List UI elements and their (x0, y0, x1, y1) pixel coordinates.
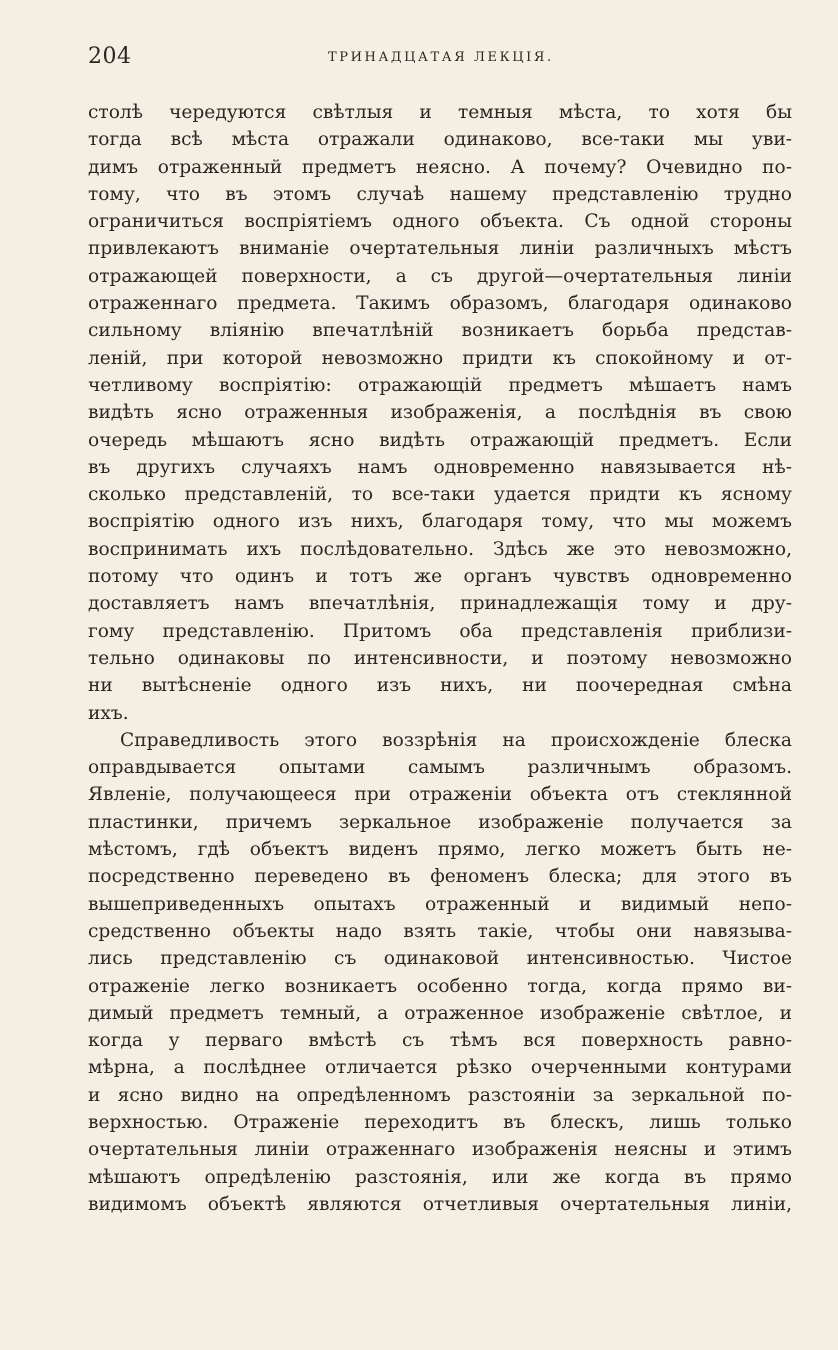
text-line: ограничиться воспріятіемъ одного объекта. Съ одной стороны (88, 211, 792, 233)
text-line: очередь мѣшаютъ ясно видѣть отражающій предметъ. Если (88, 429, 792, 451)
text-line: столѣ чередуются свѣтлыя и темныя мѣста, то хотя бы (88, 102, 792, 123)
text-line: отражающей поверхности, а съ другой—очертательныя линіи (88, 265, 792, 287)
text-line: тому, что въ этомъ случаѣ нашему представленію трудно (88, 183, 792, 205)
text-line: видимомъ объектѣ являются отчетливыя очертательныя линіи, (88, 1193, 792, 1215)
text-line: отраженнаго предмета. Такимъ образомъ, благодаря одинаково (88, 293, 792, 315)
text-line: посредственно переведено въ феноменъ блеска; для этого въ (88, 866, 792, 888)
text-line: димъ отраженный предметъ неясно. А почему? Очевидно по- (88, 156, 792, 178)
text-line: тогда всѣ мѣста отражали одинаково, все-таки мы уви- (88, 129, 792, 151)
text-line: видѣть ясно отраженныя изображенія, а послѣднія въ свою (88, 402, 792, 424)
text-line: когда у перваго вмѣстѣ съ тѣмъ вся поверхность равно- (88, 1030, 792, 1052)
paragraph-first-line: Справедливость этого воззрѣнія на происхожденіе блеска (120, 729, 792, 751)
page-number: 204 (88, 44, 132, 69)
text-line: гому представленію. Притомъ оба представленія приблизи- (88, 620, 792, 642)
text-line: ни вытѣсненіе одного изъ нихъ, ни поочередная смѣна (88, 675, 792, 697)
text-line: сколько представленій, то все-таки удается придти къ ясному (88, 484, 792, 506)
text-line: мѣстомъ, гдѣ объектъ виденъ прямо, легко можетъ быть не- (88, 839, 792, 861)
text-line: верхностью. Отраженіе переходитъ въ блескъ, лишь только (88, 1111, 792, 1133)
text-line: Явленіе, получающееся при отраженіи объекта отъ стеклянной (88, 784, 792, 806)
text-line: вышеприведенныхъ опытахъ отраженный и видимый непо- (88, 893, 792, 915)
text-line: воспринимать ихъ послѣдовательно. Здѣсь же это невозможно, (88, 538, 792, 560)
running-head (88, 44, 792, 76)
text-line: тельно одинаковы по интенсивности, и поэтому невозможно (88, 647, 792, 669)
text-line: очертательныя линіи отраженнаго изображенія неясны и этимъ (88, 1139, 792, 1161)
text-line: привлекаютъ вниманіе очертательныя линіи различныхъ мѣстъ (88, 238, 792, 260)
text-line: оправдывается опытами самымъ различнымъ образомъ. (88, 757, 792, 779)
text-line: леній, при которой невозможно придти къ спокойному и от- (88, 347, 792, 369)
body-text (88, 99, 792, 1218)
text-line: сильному вліянію впечатлѣній возникаетъ борьба представ- (88, 320, 792, 342)
text-line: четливому воспріятію: отражающій предметъ мѣшаетъ намъ (88, 374, 792, 396)
text-line: отраженіе легко возникаетъ особенно тогда, когда прямо ви- (88, 975, 792, 997)
text-line: доставляетъ намъ впечатлѣнія, принадлежащія тому и дру- (88, 593, 792, 615)
text-line: пластинки, причемъ зеркальное изображеніе получается за (88, 811, 792, 833)
text-line: въ другихъ случаяхъ намъ одновременно навязывается нѣ- (88, 456, 792, 478)
text-line: мѣшаютъ опредѣленію разстоянія, или же когда въ прямо (88, 1166, 792, 1188)
text-line: средственно объекты надо взять такіе, чтобы они навязыва- (88, 920, 792, 942)
paragraph-end-line: ихъ. (88, 702, 129, 724)
text-line: димый предметъ темный, а отраженное изображеніе свѣтлое, и (88, 1002, 792, 1024)
text-line: мѣрна, а послѣднее отличается рѣзко очерченными контурами (88, 1057, 792, 1079)
text-line: и ясно видно на опредѣленномъ разстояніи за зеркальной по- (88, 1084, 792, 1106)
text-line: потому что одинъ и тотъ же органъ чувствъ одновременно (88, 566, 792, 588)
text-line: воспріятію одного изъ нихъ, благодаря тому, что мы можемъ (88, 511, 792, 533)
running-title: ТРИНАДЦАТАЯ ЛЕКЦІЯ. (328, 50, 554, 65)
text-line: лись представленію съ одинаковой интенсивностью. Чистое (88, 948, 792, 970)
